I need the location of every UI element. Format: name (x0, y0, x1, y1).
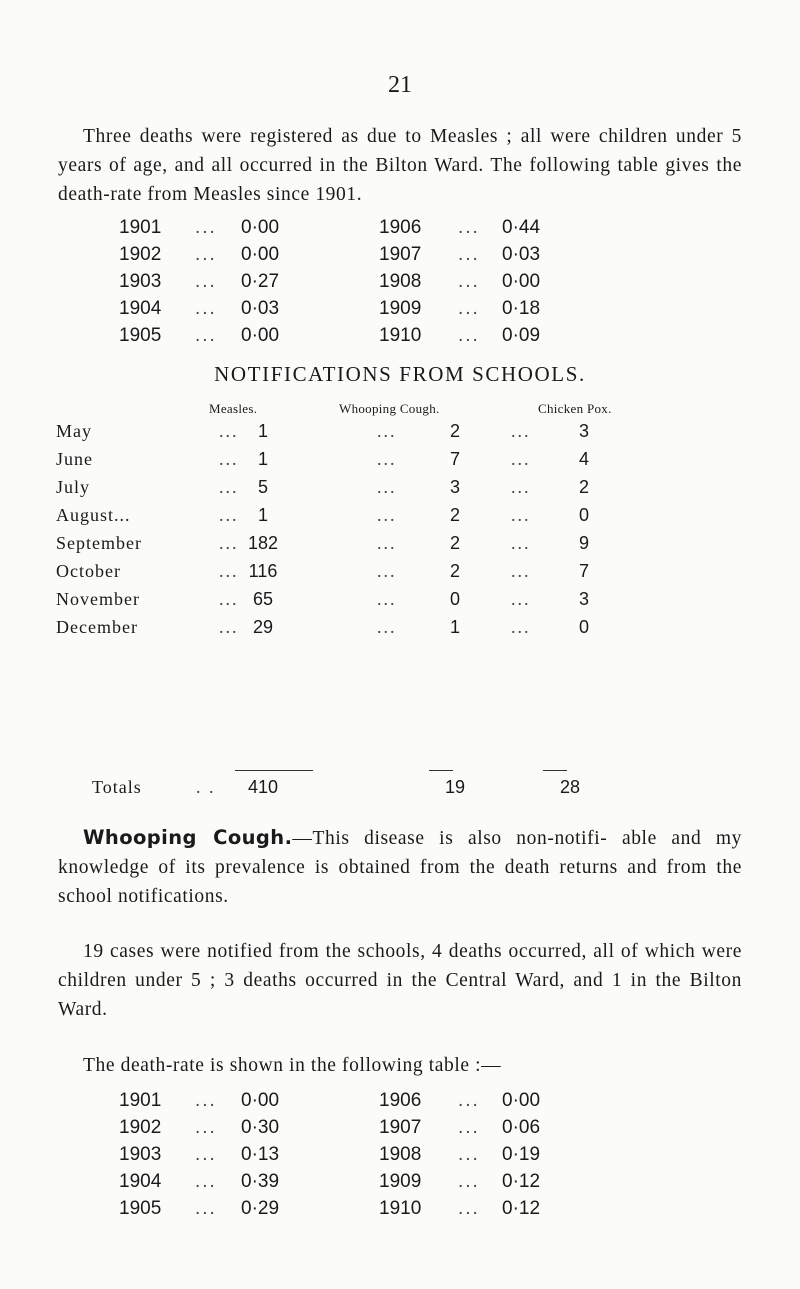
chicken-pox-total: 28 (559, 777, 581, 797)
leader-dots: ... (458, 244, 480, 265)
whooping-cases-paragraph (58, 937, 742, 1024)
total-rule (429, 770, 453, 771)
year: 1902 (119, 1117, 162, 1138)
rate: 0·12 (502, 1198, 541, 1219)
leader-dots: ... (458, 325, 480, 346)
leader-dots: ... (458, 1117, 480, 1138)
table-row (56, 477, 756, 505)
year: 1908 (379, 1144, 422, 1165)
month-label: August... (56, 505, 131, 525)
rate: 0·39 (241, 1171, 280, 1192)
measles-count: 1 (257, 505, 268, 525)
leader-dots: ... (195, 1171, 217, 1192)
rate: 0·00 (241, 1090, 280, 1111)
death-rate-intro (58, 1051, 742, 1080)
leader-dots: ... (195, 1144, 217, 1165)
intro-paragraph (58, 122, 742, 209)
whooping-count: 2 (449, 533, 460, 553)
leader-dots: ... (219, 589, 239, 609)
leader-dots: ... (511, 449, 531, 469)
leader-dots: ... (377, 505, 397, 525)
table-row (119, 244, 639, 271)
column-header-chicken-pox: Chicken Pox. (538, 401, 612, 416)
page-number: 21 (388, 72, 412, 98)
year: 1910 (379, 1198, 422, 1219)
rate: 0·00 (502, 271, 541, 292)
leader-dots: ... (458, 1144, 480, 1165)
leader-dots: ... (195, 244, 217, 265)
month-label: December (56, 617, 138, 637)
rate: 0·00 (502, 1090, 541, 1111)
leader-dots: ... (511, 589, 531, 609)
rate: 0·12 (502, 1171, 541, 1192)
year: 1904 (119, 1171, 162, 1192)
measles-count: 116 (248, 561, 278, 581)
whooping-count: 3 (449, 477, 460, 497)
year: 1903 (119, 271, 162, 292)
total-rule (543, 770, 567, 771)
table-row (119, 325, 639, 352)
chicken-pox-count: 3 (578, 589, 589, 609)
table-row (119, 1117, 639, 1144)
whooping-cough-text: —This disease is also non-notifi- able and my knowledge of its prevalence is obtained from the death returns and from the school notifications. (58, 828, 743, 907)
year: 1906 (379, 217, 422, 238)
totals-label: Totals (92, 777, 142, 797)
year: 1907 (379, 244, 422, 265)
whooping-cases-text: 19 cases were notified from the schools, 4 deaths occurred, all of which were children under 5 ; 3 deaths occurred in the Central Ward, and 1 in the Bilton Ward. (58, 941, 742, 1020)
year: 1909 (379, 298, 422, 319)
leader-dots: ... (511, 561, 531, 581)
whooping-count: 1 (449, 617, 460, 637)
leader-dots: ... (219, 449, 239, 469)
leader-dots: ... (511, 533, 531, 553)
rate: 0·09 (502, 325, 541, 346)
leader-dots: ... (219, 477, 239, 497)
notifications-title: NOTIFICATIONS FROM SCHOOLS. (214, 362, 586, 386)
leader-dots: ... (219, 533, 239, 553)
rate: 0·03 (241, 298, 280, 319)
whooping-cough-heading: Whooping Cough. (83, 826, 293, 849)
leader-dots: ... (195, 271, 217, 292)
table-row (119, 1144, 639, 1171)
notifications-table (56, 421, 756, 645)
leader-dots: ... (195, 217, 217, 238)
table-row (56, 449, 756, 477)
measles-count: 5 (257, 477, 268, 497)
chicken-pox-count: 7 (578, 561, 589, 581)
table-row (56, 421, 756, 449)
month-label: October (56, 561, 121, 581)
month-label: July (56, 477, 91, 497)
year: 1902 (119, 244, 162, 265)
year: 1906 (379, 1090, 422, 1111)
rate: 0·03 (502, 244, 541, 265)
leader-dots: ... (219, 505, 239, 525)
chicken-pox-count: 4 (578, 449, 589, 469)
leader-dots: ... (458, 1171, 480, 1192)
leader-dots: ... (377, 589, 397, 609)
whooping-count: 0 (449, 589, 460, 609)
year: 1907 (379, 1117, 422, 1138)
table-row (56, 561, 756, 589)
rate: 0·00 (241, 217, 280, 238)
death-rate-intro-text: The death-rate is shown in the following table :— (83, 1055, 502, 1076)
measles-count: 1 (257, 449, 268, 469)
year: 1908 (379, 271, 422, 292)
chicken-pox-count: 2 (578, 477, 589, 497)
rate: 0·30 (241, 1117, 280, 1138)
leader-dots: ... (511, 505, 531, 525)
leader-dots: ... (458, 298, 480, 319)
chicken-pox-count: 3 (578, 421, 589, 441)
leader-dots: ... (377, 449, 397, 469)
leader-dots: ... (458, 1198, 480, 1219)
table-row (119, 271, 639, 298)
table-row (56, 533, 756, 561)
year: 1901 (119, 217, 162, 238)
rate: 0·19 (502, 1144, 541, 1165)
leader-dots: ... (377, 421, 397, 441)
month-label: June (56, 449, 93, 469)
total-rule (235, 770, 313, 771)
whooping-count: 2 (449, 505, 460, 525)
leader-dots: ... (377, 533, 397, 553)
rate: 0·00 (241, 325, 280, 346)
leader-dots: ... (377, 477, 397, 497)
year: 1904 (119, 298, 162, 319)
month-label: November (56, 589, 140, 609)
leader-dots: ... (195, 298, 217, 319)
intro-text: Three deaths were registered as due to Measles ; all were children under 5 years of age, and all occurred in the Bilton Ward. The following table gives the death-rate from Measles since 1901. (58, 126, 742, 205)
leader-dots: ... (458, 271, 480, 292)
table-row (56, 617, 756, 645)
measles-count: 1 (257, 421, 268, 441)
rate: 0·44 (502, 217, 541, 238)
leader-dots: ... (511, 477, 531, 497)
leader-dots: ... (377, 561, 397, 581)
whooping-count: 2 (449, 561, 460, 581)
whooping-rate-table (119, 1090, 639, 1225)
measles-count: 65 (252, 589, 274, 609)
column-header-whooping-cough: Whooping Cough. (339, 401, 440, 416)
table-row (56, 589, 756, 617)
rate: 0·27 (241, 271, 280, 292)
leader-dots: ... (219, 617, 239, 637)
totals-row (56, 777, 756, 805)
year: 1901 (119, 1090, 162, 1111)
measles-total: 410 (247, 777, 279, 797)
leader-dots: ... (511, 421, 531, 441)
leader-dots: ... (195, 1198, 217, 1219)
chicken-pox-count: 9 (578, 533, 589, 553)
chicken-pox-count: 0 (578, 505, 589, 525)
leader-dots: ... (458, 1090, 480, 1111)
measles-count: 182 (247, 533, 279, 553)
year: 1909 (379, 1171, 422, 1192)
table-row (56, 505, 756, 533)
table-row (119, 298, 639, 325)
whooping-count: 2 (449, 421, 460, 441)
year: 1905 (119, 325, 162, 346)
table-row (119, 1171, 639, 1198)
leader-dots: . . (196, 777, 216, 797)
year: 1903 (119, 1144, 162, 1165)
table-row (119, 217, 639, 244)
leader-dots: ... (458, 217, 480, 238)
leader-dots: ... (195, 1117, 217, 1138)
leader-dots: ... (219, 421, 239, 441)
year: 1910 (379, 325, 422, 346)
whooping-total: 19 (444, 777, 466, 797)
leader-dots: ... (219, 561, 239, 581)
measles-rate-table (119, 217, 639, 352)
measles-count: 29 (252, 617, 274, 637)
table-row (119, 1198, 639, 1225)
whooping-cough-paragraph (58, 823, 742, 911)
rate: 0·00 (241, 244, 280, 265)
month-label: September (56, 533, 142, 553)
leader-dots: ... (195, 1090, 217, 1111)
rate: 0·29 (241, 1198, 280, 1219)
month-label: May (56, 421, 92, 441)
column-header-measles: Measles. (209, 401, 258, 416)
leader-dots: ... (195, 325, 217, 346)
leader-dots: ... (511, 617, 531, 637)
rate: 0·18 (502, 298, 541, 319)
chicken-pox-count: 0 (578, 617, 589, 637)
leader-dots: ... (377, 617, 397, 637)
rate: 0·13 (241, 1144, 280, 1165)
table-row (119, 1090, 639, 1117)
rate: 0·06 (502, 1117, 541, 1138)
year: 1905 (119, 1198, 162, 1219)
whooping-count: 7 (449, 449, 460, 469)
